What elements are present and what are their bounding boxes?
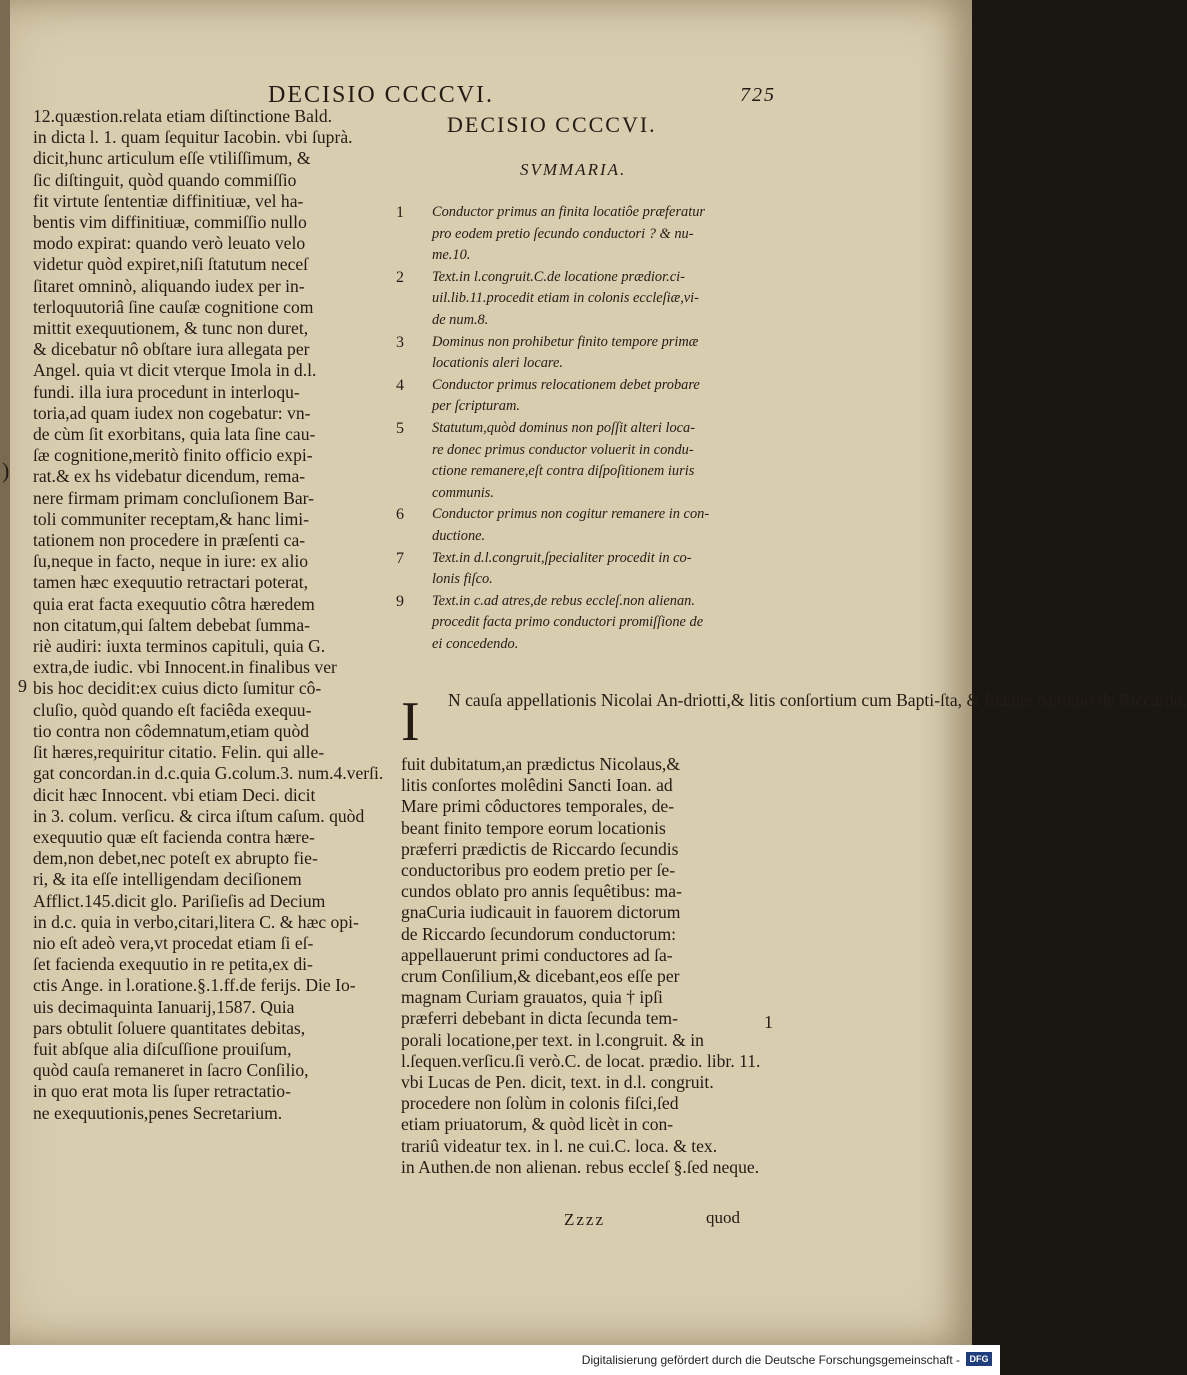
text-line: l.ſequen.verſicu.ſi verò.C. de locat. prædio. libr. 11. xyxy=(401,1050,761,1071)
text-line: modo expirat: quando verò leuato velo xyxy=(33,233,306,254)
margin-note-right: 1 xyxy=(764,1012,773,1032)
text-line: gnaCuria iudicauit in fauorem dictorum xyxy=(401,902,681,923)
text-line: dicit hæc Innocent. vbi etiam Deci. dicit xyxy=(33,784,316,805)
text-line: bentis vim diffinitiuæ, commiſſio nullo xyxy=(33,212,307,233)
summaria-line: de num.8. xyxy=(432,311,489,328)
text-line: ſta, & Ioanne Antonio de Riccardo, xyxy=(940,690,1187,710)
text-line: Angel. quia vt dicit vterque Imola in d.l. xyxy=(33,360,317,381)
summaria-number: 2 xyxy=(396,268,404,286)
text-line: rat.& ex hs videbatur dicendum, rema- xyxy=(33,466,306,487)
summaria-text xyxy=(432,548,692,591)
text-line: videtur quòd expiret,niſi ſtatutum neceſ xyxy=(33,254,309,275)
summaria-list xyxy=(396,202,746,655)
summaria-item xyxy=(396,591,746,656)
summaria-line: uil.lib.11.procedit etiam in colonis eccleſiæ,vi- xyxy=(432,290,699,307)
summaria-line: communis. xyxy=(432,484,494,501)
summaria-item xyxy=(396,418,746,504)
text-line: nio eſt adeò vera,vt procedat etiam ſi eſ- xyxy=(33,932,314,953)
text-line: fundi. illa iura procedunt in interloqu- xyxy=(33,381,300,402)
text-line: procedere non ſolùm in colonis fiſci,ſed xyxy=(401,1093,679,1114)
text-line: appellauerunt primi conductores ad ſa- xyxy=(401,944,673,965)
text-line: tamen hæc exequutio retractari poterat, xyxy=(33,572,309,593)
text-line: tio contra non côdemnatum,etiam quòd xyxy=(33,720,310,741)
summaria-number: 4 xyxy=(396,376,404,394)
text-line: nere firmam primam concluſionem Bar- xyxy=(33,487,315,508)
text-line: in d.c. quia in verbo,citari,litera C. & hæc opi- xyxy=(33,911,359,932)
summaria-text xyxy=(432,267,699,332)
text-line: N cauſa appellationis Nicolai An- xyxy=(448,690,684,710)
text-line: terloquutoriâ ſine cauſæ cognitione com xyxy=(33,296,314,317)
summaria-text xyxy=(432,375,700,418)
summaria-item xyxy=(396,375,746,418)
text-line: litis conſortes molêdini Sancti Ioan. ad xyxy=(401,775,673,796)
summaria-line: ductione. xyxy=(432,527,486,544)
summaria-title: SVMMARIA. xyxy=(520,160,627,179)
text-line: bis hoc decidit:ex cuius dicto ſumitur cô- xyxy=(33,678,322,699)
summaria-text xyxy=(432,591,703,656)
summaria-number: 1 xyxy=(396,204,404,221)
page-number: 725 xyxy=(740,84,776,106)
summaria-number: 9 xyxy=(396,592,404,610)
drop-cap: I xyxy=(401,691,420,753)
text-line: cluſio, quòd quando eſt faciêda exequu- xyxy=(33,699,312,720)
text-line: in 3. colum. verſicu. & circa iſtum caſum. quòd xyxy=(33,805,365,826)
text-line: præferri prædictis de Riccardo ſecundis xyxy=(401,838,679,859)
margin-bracket: ) xyxy=(2,458,10,483)
footer-credit: Digitalisierung gefördert durch die Deutsche Forschungsgemeinschaft - xyxy=(581,1353,960,1367)
text-line: trariû videatur tex. in l. ne cui.C. loca. & tex. xyxy=(401,1135,718,1156)
body-text xyxy=(401,754,761,1178)
text-line: fuit abſque alia diſcuſſione prouiſum, xyxy=(33,1038,292,1059)
text-line: ctis Ange. in l.oratione.§.1.ff.de ferijs. Die Io- xyxy=(33,975,356,996)
summaria-line: Text.in l.congruit.C.de locatione prædior.ci- xyxy=(432,268,685,285)
summaria-line: re donec primus conductor voluerit in condu- xyxy=(432,441,694,458)
summaria-line: procedit facta primo conductori promiſſione de xyxy=(432,614,704,631)
margin-note-left: 9 xyxy=(18,676,27,696)
summaria-line: Conductor primus relocationem debet probare xyxy=(432,376,700,393)
text-line: porali locatione,per text. in l.congruit. & in xyxy=(401,1029,704,1050)
text-line: quia erat facta exequutio côtra hæredem xyxy=(33,593,315,614)
text-line: beant finito tempore eorum locationis xyxy=(401,817,666,838)
summaria-item xyxy=(396,267,746,332)
summaria-line: lonis fiſco. xyxy=(432,571,493,588)
summaria-number: 3 xyxy=(396,333,404,351)
summaria-item xyxy=(396,202,746,267)
summaria-line: Text.in c.ad atres,de rebus eccleſ.non alienan. xyxy=(432,592,695,609)
text-line: crum Conſilium,& dicebant,eos eſſe per xyxy=(401,966,680,987)
text-line: ſu,neque in facto, neque in iure: ex alio xyxy=(33,551,309,572)
summaria-line: ei concedendo. xyxy=(432,635,519,652)
text-line: de Riccardo ſecundorum conductorum: xyxy=(401,923,677,944)
summaria-line: Statutum,quòd dominus non poſſit alteri loca- xyxy=(432,419,696,436)
text-line: ſet facienda exequutio in re petita,ex di- xyxy=(33,954,313,975)
text-line: riè audiri: iuxta terminos capituli, quia G. xyxy=(33,636,326,657)
text-line: conductoribus pro eodem pretio per ſe- xyxy=(401,860,676,881)
text-line: fit virtute ſententiæ diffinitiuæ, vel ha- xyxy=(33,190,304,211)
summaria-line: Text.in d.l.congruit,ſpecialiter procedit in co- xyxy=(432,549,692,566)
summaria-line: pro eodem pretio ſecundo conductori ? & nu- xyxy=(432,225,694,242)
text-line: & dicebatur nô obſtare iura allegata per xyxy=(33,339,310,360)
summaria-number: 5 xyxy=(396,419,404,437)
text-line: driotti,& litis conſortium cum Bapti- xyxy=(683,690,941,710)
text-line: ri, & ita eſſe intelligendam deciſionem xyxy=(33,869,302,890)
summaria-line: Conductor primus non cogitur remanere in con- xyxy=(432,506,710,523)
catchword: quod xyxy=(706,1208,740,1227)
running-title: DECISIO CCCCVI. xyxy=(268,82,495,108)
summaria-number: 6 xyxy=(396,506,404,524)
body-first-lines xyxy=(448,690,1187,711)
summaria-line: ctione remanere,eſt contra diſpoſitionem iuris xyxy=(432,463,695,480)
summaria-text xyxy=(432,202,705,267)
text-line: gat concordan.in d.c.quia G.colum.3. num.4.verſi. xyxy=(33,763,384,784)
summaria-text xyxy=(432,504,709,547)
text-line: dem,non debet,nec poteſt ex abrupto fie- xyxy=(33,848,318,869)
text-line: dicit,hunc articulum eſſe vtiliſſimum, & xyxy=(33,148,311,169)
summaria-number: 7 xyxy=(396,549,404,567)
summaria-line: Dominus non prohibetur finito tempore primæ xyxy=(432,333,699,350)
text-line: quòd cauſa remaneret in ſacro Conſilio, xyxy=(33,1060,309,1081)
summaria-line: me.10. xyxy=(432,247,471,264)
text-line: in quo erat mota lis ſuper retractatio- xyxy=(33,1081,291,1102)
text-line: uis decimaquinta Ianuarij,1587. Quia xyxy=(33,996,295,1017)
text-line: in dicta l. 1. quam ſequitur Iacobin. vbi ſuprà. xyxy=(33,127,353,148)
text-line: toria,ad quam iudex non cogebatur: vn- xyxy=(33,402,311,423)
text-line: in Authen.de non alienan. rebus eccleſ §.ſed neque. xyxy=(401,1156,760,1177)
text-line: 12.quæstion.relata etiam diſtinctione Bald. xyxy=(33,106,333,126)
text-line: mittit exequutionem, & tunc non duret, xyxy=(33,318,309,339)
text-line: toli communiter receptam,& hanc limi- xyxy=(33,508,310,529)
text-line: ſæ cognitione,meritò finito officio expi- xyxy=(33,445,313,466)
text-line: pars obtulit ſoluere quantitates debitas, xyxy=(33,1017,306,1038)
summaria-line: locationis aleri locare. xyxy=(432,355,563,372)
left-column xyxy=(33,106,391,1124)
signature-mark: Zzzz xyxy=(564,1210,606,1229)
footer-bar xyxy=(0,1345,1000,1375)
text-line: non citatum,qui ſaltem debebat ſumma- xyxy=(33,614,311,635)
text-line: Afflict.145.dicit glo. Pariſieſis ad Decium xyxy=(33,890,326,911)
summaria-item xyxy=(396,332,746,375)
dfg-logo-icon: DFG xyxy=(966,1352,992,1366)
page-binding-edge xyxy=(0,0,10,1345)
text-line: ſitaret omninò, aliquando iudex per in- xyxy=(33,275,305,296)
text-line: præferri debebant in dicta ſecunda tem- xyxy=(401,1008,678,1029)
text-line: vbi Lucas de Pen. dicit, text. in d.l. congruit. xyxy=(401,1072,714,1093)
text-line: extra,de iudic. vbi Innocent.in finalibus ver xyxy=(33,657,337,678)
text-line: tationem non procedere in præſenti ca- xyxy=(33,530,306,551)
text-line: etiam priuatorum, & quòd licèt in con- xyxy=(401,1114,674,1135)
summaria-item xyxy=(396,548,746,591)
summaria-item xyxy=(396,504,746,547)
text-line: exequutio quæ eſt facienda contra hære- xyxy=(33,826,315,847)
summaria-line: Conductor primus an finita locatiôe præferatur xyxy=(432,204,706,220)
text-line: fuit dubitatum,an prædictus Nicolaus,& xyxy=(401,754,681,774)
text-line: Mare primi côductores temporales, de- xyxy=(401,796,675,817)
text-line: cundos oblato pro annis ſequêtibus: ma- xyxy=(401,881,682,902)
summaria-line: per ſcripturam. xyxy=(432,398,520,415)
text-line: de cùm ſit exorbitans, quia lata ſine cau- xyxy=(33,424,316,445)
decision-title: DECISIO CCCCVI. xyxy=(447,112,657,137)
text-line: ſit hæres,requiritur citatio. Felin. qui alle- xyxy=(33,742,325,763)
text-line: ſic diſtinguit, quòd quando commiſſio xyxy=(33,169,297,190)
text-line: magnam Curiam grauatos, quia † ipſi xyxy=(401,987,663,1008)
summaria-text xyxy=(432,418,695,504)
text-line: ne exequutionis,penes Secretarium. xyxy=(33,1102,283,1123)
summaria-text xyxy=(432,332,698,375)
